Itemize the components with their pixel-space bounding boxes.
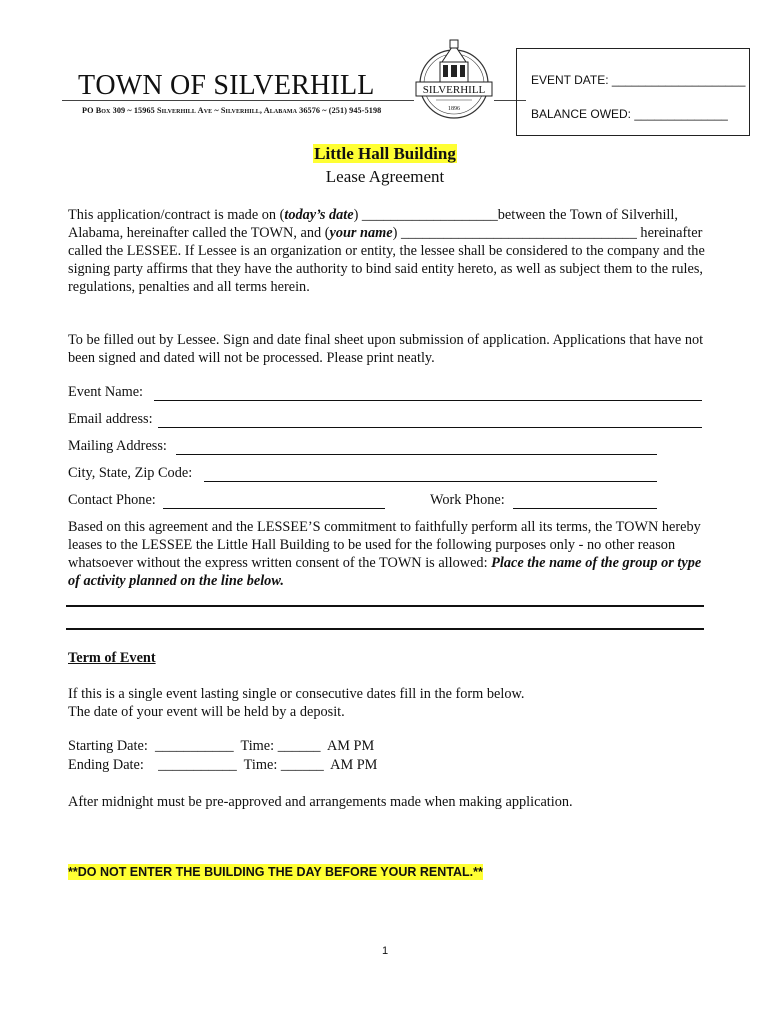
agreement-emphasis: Place the name of the group or type of activity planned on the line below. [68,555,702,589]
agreement-paragraph [68,518,708,590]
work-phone-label: Work Phone: [430,492,505,508]
event-name-label: Event Name: [68,384,144,400]
seal-text: SILVERHILL [422,84,486,96]
purpose-line-2[interactable] [66,628,704,630]
town-name-initial-t: T [78,70,96,101]
starting-date-row[interactable]: Starting Date: ___________ Time: ______ AM PM [68,738,375,754]
document-title [0,144,770,164]
event-date-field[interactable]: EVENT DATE: ____________________ [531,73,746,87]
city-state-zip-input[interactable] [204,481,657,482]
email-input[interactable] [158,427,702,428]
page-number: 1 [381,945,389,957]
seal-icon [414,38,494,124]
intro-text-3: ) _________________________________ hereinafter called the LESSEE. If Lessee is an organization or entity, the lessee shall be considered to the company and the signing party affirms that they have the authority to bind said entity hereto, as well as subject them to the rules, regulations, penalties and all terms herein. [68,225,705,295]
instructions-paragraph: To be filled out by Lessee. Sign and date final sheet upon submission of application. Applications that have not been signed and dated will not be processed. Please print neatly. [68,332,704,366]
town-name-part: OWN OF [95,70,214,101]
agreement-text: Based on this agreement and the LESSEE’S commitment to faithfully perform all its terms, the TOWN hereby leases to the LESSEE the Little Hall Building to be used for the following purposes only - no other reason whatsoever without the express written consent of the TOWN is allowed: [68,519,701,571]
term-of-event-heading: Term of Event [68,650,156,666]
town-seal-logo [414,38,494,124]
do-not-enter-warning: **DO NOT ENTER THE BUILDING THE DAY BEFORE YOUR RENTAL.** [68,865,483,879]
todays-date-label: today’s date [284,207,354,223]
mailing-address-label: Mailing Address: [68,438,167,454]
document-title-text: Little Hall Building [314,144,456,163]
balance-owed-field[interactable]: BALANCE OWED: ______________ [531,107,728,121]
contact-phone-label: Contact Phone: [68,492,156,508]
office-use-box [516,48,750,136]
document-subtitle: Lease Agreement [325,167,445,186]
term-line-1: If this is a single event lasting single or consecutive dates fill in the form below. [68,686,525,702]
email-label: Email address: [68,411,153,427]
purpose-line-1[interactable] [66,605,704,607]
town-name-rest: ILVERHILL [229,70,375,101]
contact-phone-input[interactable] [163,508,385,509]
ending-date-row[interactable]: Ending Date: ___________ Time: ______ AM PM [68,757,378,773]
midnight-note: After midnight must be pre-approved and arrangements made when making application. [68,794,573,810]
work-phone-input[interactable] [513,508,657,509]
intro-text-1: This application/contract is made on ( [68,207,285,223]
seal-year: 1896 [448,106,460,112]
city-state-zip-label: City, State, Zip Code: [68,465,193,481]
town-address: PO Box 309 ~ 15965 Silverhill Ave ~ Silverhill, Alabama 36576 ~ (251) 945-5198 [82,106,382,115]
header-rule-left [62,100,414,101]
mailing-address-input[interactable] [176,454,657,455]
your-name-label: your name [329,225,393,241]
term-line-2: The date of your event will be held by a deposit. [68,704,345,720]
event-name-input[interactable] [154,400,702,401]
intro-paragraph [68,206,708,296]
town-name [78,70,375,102]
town-name-initial-s: S [213,70,230,101]
term-description [68,685,708,721]
intro-text-2: ) ___________________between the Town of Silverhill, Alabama, hereinafter called the TOWN, and ( [68,207,678,241]
